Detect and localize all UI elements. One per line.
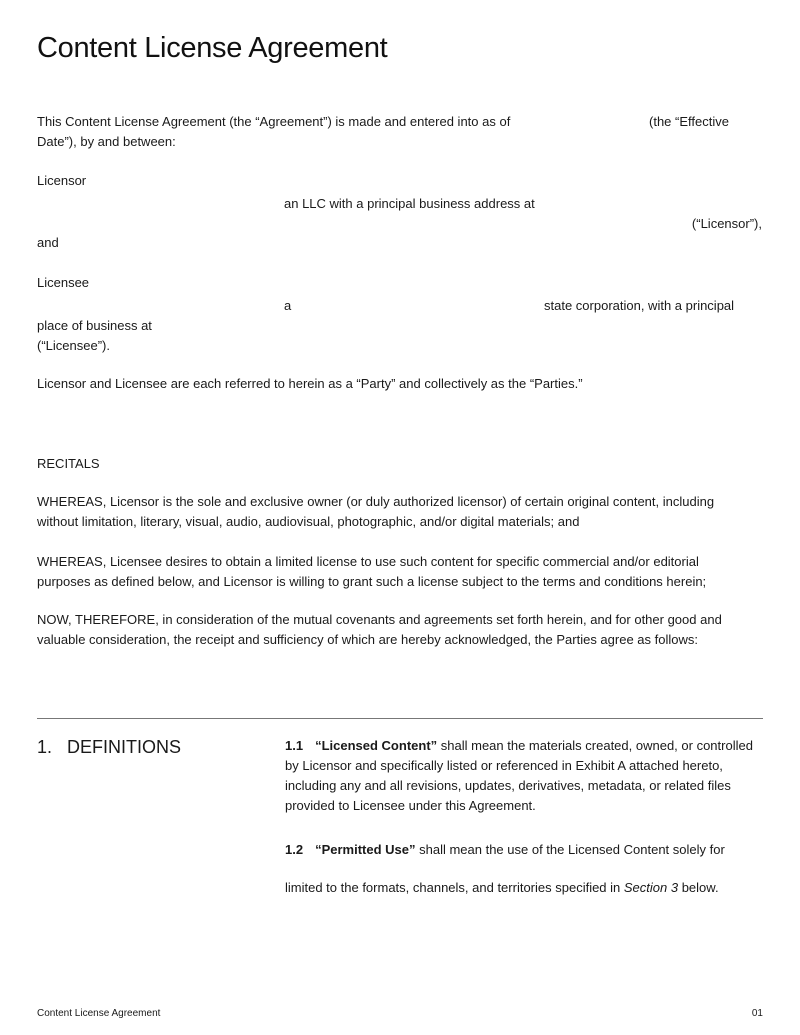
clause-text: limited to the formats, channels, and territories specified in (285, 880, 624, 895)
clause-text: by Licensor and specifically listed or referenced in Exhibit A attached hereto, (285, 758, 723, 773)
section-heading: 1. DEFINITIONS (37, 737, 182, 757)
page-title: Content License Agreement (37, 32, 388, 64)
intro-text: Date”), by and between: (37, 134, 176, 149)
licensor-desc: an LLC with a principal business address at (284, 196, 535, 211)
recital-text: without limitation, literary, visual, audio, audiovisual, photographic, and/or digital materials; and (37, 514, 580, 529)
recital-text: WHEREAS, Licensee desires to obtain a limited license to use such content for specific commercial and/or editorial (37, 554, 699, 569)
clause-number: 1.1 (285, 738, 304, 753)
parties-text: Licensor and Licensee are each referred to herein as a “Party” and collectively as the “Parties.” (37, 376, 583, 391)
page-number: 01 (751, 1008, 763, 1019)
recital-text: purposes as defined below, and Licensor is willing to grant such a license subject to the terms and conditions herein; (37, 574, 707, 589)
intro-text: This Content License Agreement (the “Agreement”) is made and entered into as of (37, 114, 511, 129)
clause-term: “Licensed Content” (315, 738, 438, 753)
section-reference: Section 3 (623, 880, 679, 895)
recital-text: NOW, THEREFORE, in consideration of the mutual covenants and agreements set forth herein, and for other good and (37, 612, 722, 627)
clause-1-1 (285, 736, 753, 756)
section-divider (37, 718, 763, 719)
intro-text: (the “Effective (649, 114, 729, 129)
clause-text: shall mean the use of the Licensed Content solely for (415, 842, 725, 857)
clause-text: shall mean the materials created, owned, or controlled (437, 738, 753, 753)
clause-term: “Permitted Use” (315, 842, 416, 857)
licensee-a: a (284, 298, 292, 313)
clause-text (285, 878, 719, 898)
clause-number: 1.2 (285, 842, 304, 857)
licensee-place: place of business at (37, 318, 152, 333)
recital-text: valuable consideration, the receipt and sufficiency of which are hereby acknowledged, the Parties agree as follows: (37, 632, 698, 647)
licensor-heading: Licensor (37, 173, 87, 188)
licensor-suffix: (“Licensor”), (691, 216, 762, 231)
footer-title: Content License Agreement (37, 1008, 161, 1019)
and-text: and (37, 235, 59, 250)
licensee-suffix: (“Licensee”). (37, 338, 110, 353)
licensee-heading: Licensee (37, 275, 90, 290)
clause-1-2 (285, 840, 725, 860)
recital-text: WHEREAS, Licensor is the sole and exclusive owner (or duly authorized licensor) of certain original content, including (37, 494, 715, 509)
recitals-heading: RECITALS (37, 456, 100, 471)
clause-text: including any and all revisions, updates, derivatives, metadata, or related files (285, 778, 731, 793)
licensee-state: state corporation, with a principal (544, 298, 735, 313)
clause-text: below. (678, 880, 719, 895)
clause-text: provided to Licensee under this Agreement. (285, 798, 536, 813)
